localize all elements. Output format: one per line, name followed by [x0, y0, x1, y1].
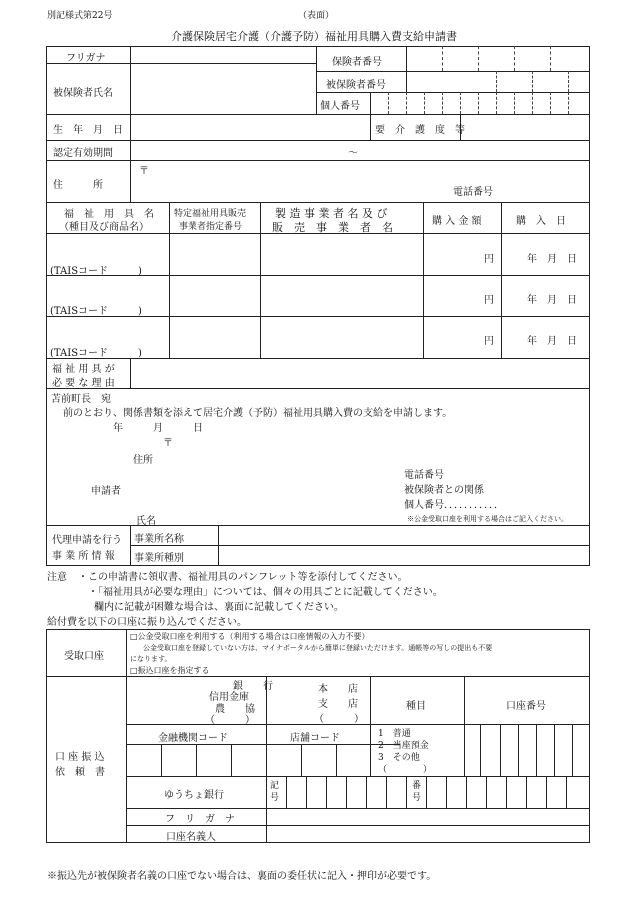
items-col4: 購 入 金 額: [432, 216, 482, 227]
applicant-personal-number: 個人番号．．．．．．．．．．．: [404, 500, 504, 511]
insurer-number-label: 保険者番号: [332, 57, 382, 68]
item3-tais: (TAISコード ): [50, 348, 142, 359]
reason-line2: 必 要 な 理 由: [52, 378, 115, 389]
item1-tais: (TAISコード ): [50, 266, 142, 277]
item3-yen: 円: [484, 336, 494, 347]
cert-tilde: 〜: [348, 148, 358, 159]
kigo-label: 記号: [270, 781, 280, 803]
type-checking[interactable]: 2 当座預金: [378, 741, 429, 751]
bank-kind-other: （ ）: [205, 715, 255, 726]
dob-field[interactable]: [138, 117, 366, 137]
institution-code-label: 金融機関コード: [158, 733, 228, 744]
type-other[interactable]: 3 その他: [378, 753, 420, 763]
notes-label: 注意: [47, 572, 67, 583]
applicant-name-label: 氏名: [136, 516, 156, 527]
insured-name-field[interactable]: [138, 66, 314, 112]
reason-field[interactable]: [134, 361, 586, 385]
office-name-field[interactable]: [222, 527, 586, 543]
account-type-label: 種目: [406, 701, 426, 712]
furigana-label: フリガナ: [66, 53, 106, 64]
applicant-footnote: ※公金受取口座を利用する場合はご記入ください。: [407, 515, 568, 523]
note-1: ・この申請書に領収書、福祉用具のパンフレット等を添付してください。: [78, 572, 408, 583]
items-col1-line1: 福 祉 用 具 名: [64, 209, 154, 220]
insured-name-label: 被保険者氏名: [53, 88, 113, 99]
items-col5: 購 入 日: [516, 216, 566, 227]
bank-intro: 給付費を以下の口座に振り込んでください。: [47, 617, 247, 628]
item1-yen: 円: [484, 254, 494, 265]
note-3: 欄内に記載が困難な場合は、裏面に記載してください。: [94, 602, 344, 613]
type-ordinary[interactable]: 1 普通: [378, 729, 411, 739]
reason-line1: 福 祉 用 具 が: [52, 364, 115, 375]
item3-date: 年 月 日: [527, 336, 577, 347]
branch-kind-other: （ ）: [314, 714, 364, 725]
applicant-relation-label: 被保険者との関係: [404, 485, 484, 496]
items-col1-line2: （種目及び商品名）: [59, 222, 149, 233]
transfer-line2: 依 頼 書: [55, 767, 105, 778]
address-field[interactable]: [152, 163, 442, 199]
yucho-label: ゆうちょ銀行: [164, 790, 224, 801]
branch-code-label: 店舗コード: [290, 733, 340, 744]
dob-label: 生 年 月 日: [53, 125, 123, 136]
option-public-note-2: になります。: [130, 655, 172, 663]
applicant-label: 申請者: [91, 486, 121, 497]
applicant-phone-label: 電話番号: [404, 470, 444, 481]
holder-label: 口座名義人: [166, 832, 216, 843]
item1-date: 年 月 日: [527, 254, 577, 265]
bottom-note: ※振込先が被保険者名義の口座でない場合は、裏面の委任状に記入・押印が必要です。: [47, 871, 437, 882]
office-type-field[interactable]: [222, 547, 586, 563]
application-statement: 前のとおり、関係書類を添えて居宅介護（予防）福祉用具購入費の支給を申請します。: [63, 408, 453, 419]
phone-label: 電話番号: [453, 187, 493, 198]
agent-line2: 事 業 所 情 報: [52, 551, 115, 562]
option-transfer-account[interactable]: □振込口座を指定する: [130, 666, 210, 675]
bank-kind-shinkin: 信用金庫: [209, 692, 249, 703]
option-public-account[interactable]: □公金受取口座を利用する（利用する場合は口座情報の入力不要）: [130, 632, 370, 641]
note-2: ・「福祉用具が必要な理由」については、個々の用具ごとに記載してください。: [88, 587, 443, 598]
option-public-note-1: 公金受取口座を登録していない方は、マイナポータルから簡単に登録いただけます。通帳等の写しの提出も不要: [143, 644, 493, 652]
holder-furigana-field[interactable]: [270, 810, 586, 823]
bank-kind-nokyo: 農 協: [215, 704, 255, 715]
postal-mark: 〒: [139, 166, 149, 177]
transfer-line1: 口 座 振 込: [55, 752, 105, 763]
bank-kind-bank: 銀 行: [233, 681, 273, 692]
application-date: 年 月 日: [113, 423, 203, 434]
personal-number-label: 個人番号: [320, 101, 360, 112]
receive-account-label: 受取口座: [64, 651, 104, 662]
items-col2-line1: 特定福祉用具販売: [174, 209, 247, 219]
care-level-field[interactable]: [464, 117, 586, 137]
furigana-field[interactable]: [138, 50, 314, 62]
cert-period-label: 認定有効期間: [53, 148, 113, 159]
item2-tais: (TAISコード ): [50, 306, 142, 317]
holder-name-field[interactable]: [270, 827, 586, 840]
office-name-label: 事業所名称: [134, 534, 184, 545]
item2-date: 年 月 日: [527, 295, 577, 306]
account-number-label: 口座番号: [506, 701, 546, 712]
insured-number-label: 被保険者番号: [326, 80, 386, 91]
item2-yen: 円: [484, 295, 494, 306]
applicant-postal: 〒: [163, 438, 173, 449]
form-title: 介護保険居宅介護（介護予防）福祉用具購入費支給申請書: [171, 30, 457, 43]
items-col3-line1: 製 造 事 業 者 名 及 び: [275, 207, 388, 220]
items-col2-line2: 事業者指定番号: [179, 222, 243, 232]
office-type-label: 事業所種別: [134, 553, 184, 564]
form-side: （表面）: [298, 11, 335, 21]
branch-kind-branch: 支 店: [318, 699, 358, 710]
agent-line1: 代理申請を行う: [52, 535, 122, 546]
addressee: 苫前町長 宛: [51, 394, 111, 405]
address-label: 住 所: [53, 180, 103, 191]
holder-furigana-label: フ リ ガ ナ: [165, 814, 235, 825]
applicant-address-label: 住所: [133, 455, 153, 466]
bango-label: 番号: [412, 781, 422, 803]
form-number: 別記様式第22号: [47, 11, 113, 21]
type-other-paren: （ ）: [378, 765, 433, 775]
care-level-label: 要 介 護 度 等: [375, 125, 465, 136]
items-col3-line2: 販 売 事 業 者 名: [272, 221, 393, 234]
branch-kind-main: 本 店: [318, 684, 358, 695]
